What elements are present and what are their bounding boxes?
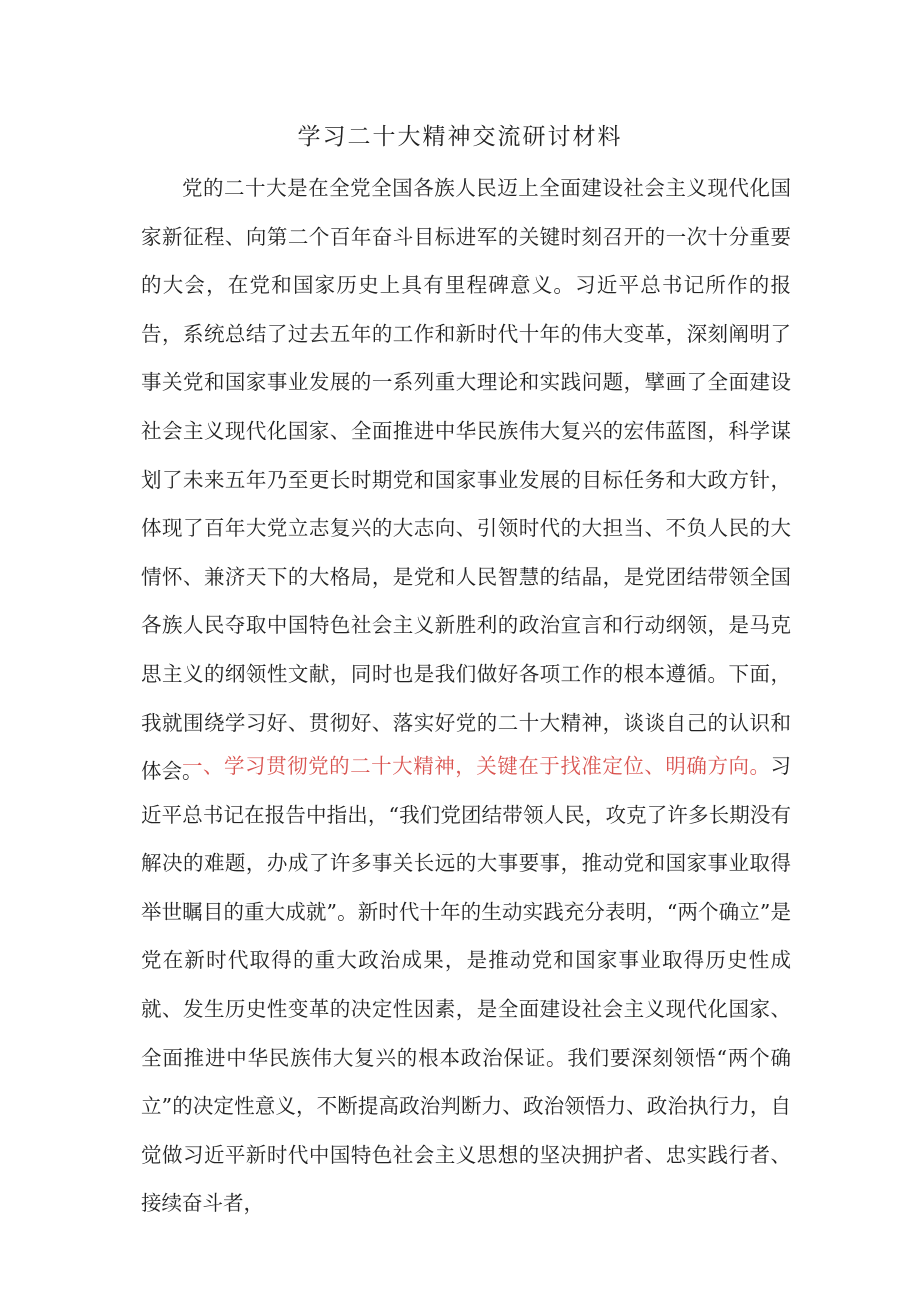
section-heading: 一、学习贯彻党的二十大精神，关键在于找准定位、明确方向。 xyxy=(182,754,771,778)
paragraph-intro: 党的二十大是在全党全国各族人民迈上全面建设社会主义现代化国家新征程、向第二个百年奋斗目标进军的关键时刻召开的一次十分重要的大会，在党和国家历史上具有里程碑意义。习近平总书记所作的报告，系统总结了过去五年的工作和新时代十年的伟大变革，深刻阐明了事关党和国家事业发展的一系列重大理论和实践问题，擘画了全面建设社会主义现代化国家、全面推进中华民族伟大复兴的宏伟蓝图，科学谋划了未来五年乃至更长时期党和国家事业发展的目标任务和大政方针，体现了百年大党立志复兴的大志向、引领时代的大担当、不负人民的大情怀、兼济天下的大格局，是党和人民智慧的结晶，是党团结带领全国各族人民夺取中国特色社会主义新胜利的政治宣言和行动纲领，是马克思主义的纲领性文献，同时也是我们做好各项工作的根本遵循。下面，我就围绕学习好、贯彻好、落实好党的二十大精神，谈谈自己的认识和体会。 xyxy=(141,176,791,784)
paragraph-section-one xyxy=(141,742,791,1228)
document-title: 学习二十大精神交流研讨材料 xyxy=(297,124,623,150)
section-body: 习近平总书记在报告中指出，“我们党团结带领人民，攻克了许多长期没有解决的难题，办成了许多事关长远的大事要事，推动党和国家事业取得举世瞩目的重大成就”。新时代十年的生动实践充分表明，“两个确立”是党在新时代取得的重大政治成果，是推动党和国家事业取得历史性成就、发生历史性变革的决定性因素，是全面建设社会主义现代化国家、全面推进中华民族伟大复兴的根本政治保证。我们要深刻领悟“两个确立”的决定性意义，不断提高政治判断力、政治领悟力、政治执行力，自觉做习近平新时代中国特色社会主义思想的坚决拥护者、忠实践行者、接续奋斗者， xyxy=(141,754,791,1216)
